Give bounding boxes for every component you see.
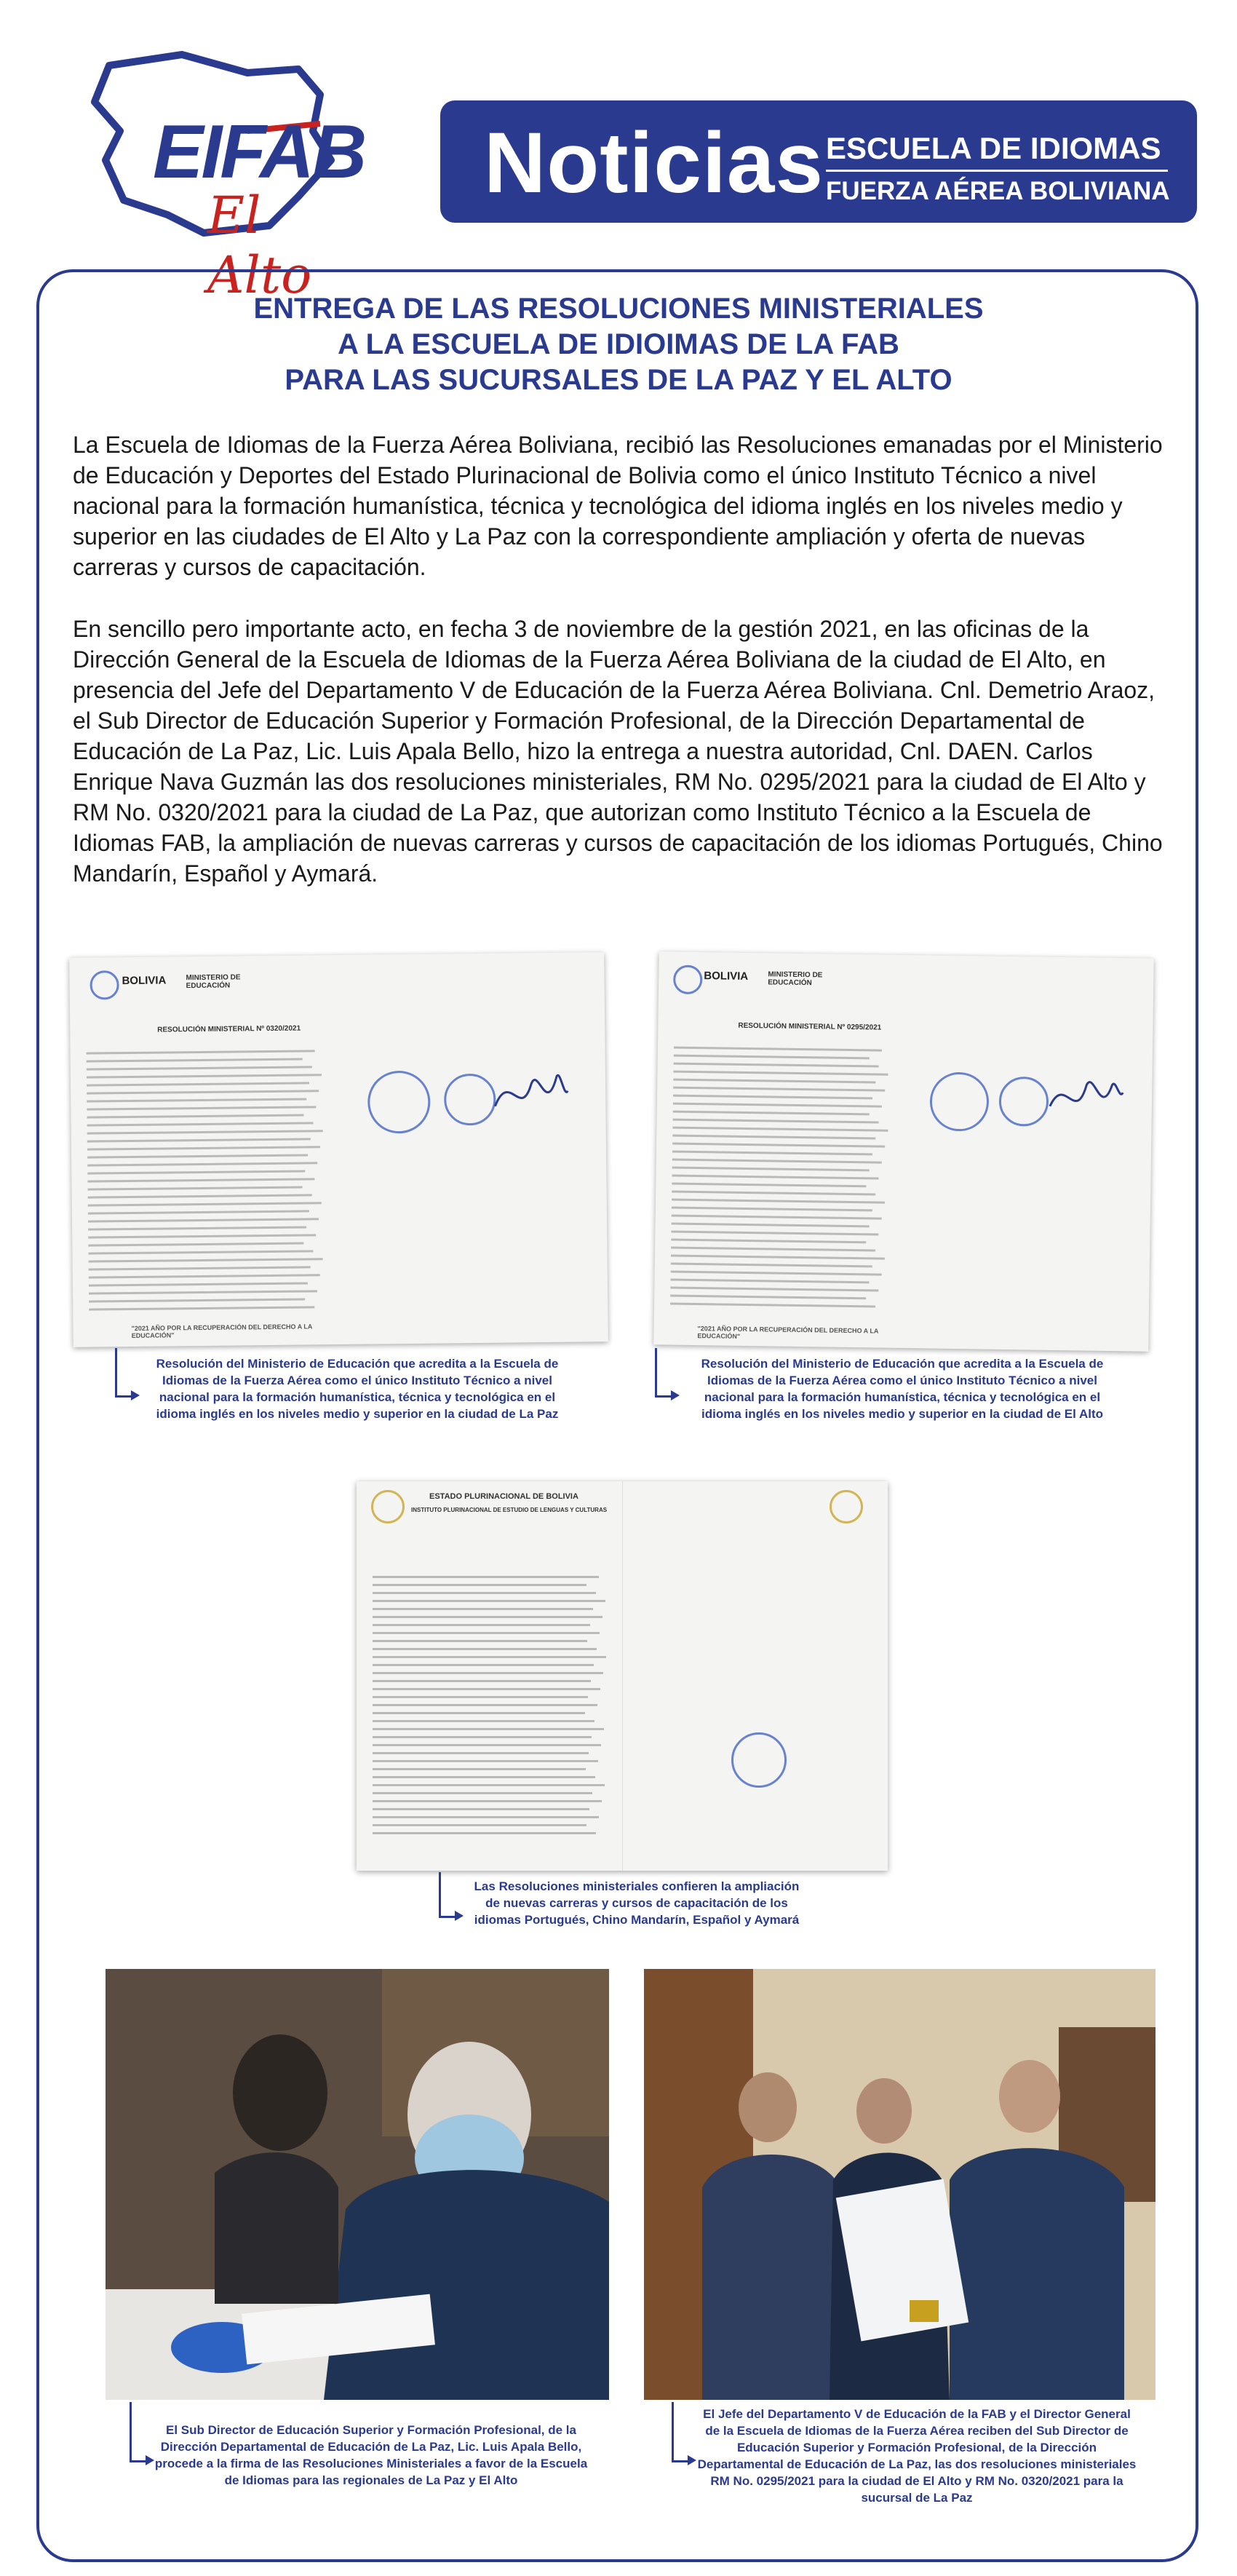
doc-text-line <box>87 1146 320 1150</box>
coat-of-arms-icon <box>830 1490 863 1523</box>
doc-text-line <box>373 1712 585 1714</box>
doc-page-right <box>622 1481 888 1871</box>
banner-school-name: ESCUELA DE IDIOMAS <box>826 131 1161 165</box>
doc-text-line <box>89 1258 323 1262</box>
doc-text-line <box>89 1274 320 1278</box>
doc-text-line <box>87 1058 303 1063</box>
doc-text-line <box>373 1584 586 1586</box>
doc-text-line <box>670 1279 869 1284</box>
doc-text-line <box>89 1298 305 1302</box>
coat-of-arms-icon <box>90 970 119 999</box>
caption-arrow <box>455 1911 464 1921</box>
doc-ministry: MINISTERIO DE EDUCACIÓN <box>768 970 823 988</box>
doc-text-line <box>87 1138 311 1142</box>
doc-page-right <box>901 955 1154 1352</box>
doc-text-line <box>373 1632 600 1634</box>
stamp-icon <box>367 1071 431 1134</box>
doc-text-line <box>672 1175 878 1180</box>
caption-pointer <box>672 2402 690 2462</box>
doc-text-line <box>673 1071 888 1076</box>
doc-brand: BOLIVIA <box>704 970 749 983</box>
doc-text-line <box>373 1816 599 1818</box>
doc-text-line <box>373 1656 606 1658</box>
doc-text-line <box>87 1162 317 1166</box>
banner-airforce-name: FUERZA AÉREA BOLIVIANA <box>826 177 1170 205</box>
doc-ministry: MINISTERIO DE EDUCACIÓN <box>186 973 241 991</box>
headline-line-3: PARA LAS SUCURSALES DE LA PAZ Y EL ALTO <box>285 364 952 396</box>
banner-divider <box>826 170 1168 172</box>
doc-institute-name: INSTITUTO PLURINACIONAL DE ESTUDIO DE LENGUAS Y CULTURAS <box>411 1507 608 1513</box>
caption-photo-handover: El Jefe del Departamento V de Educación de la FAB y el Director General de la Escuela de Idiomas de la Fuerza Aérea reciben del Sub Director de Educación Superior y Formación Profesional, de la Dirección Departamental de Educación de La Paz, las dos resoluciones ministeriales RM No. 0295/2021 para la ciudad de El Alto y RM No. 0320/2021 para la sucursal de La Paz <box>697 2407 1137 2505</box>
doc-text-line <box>673 1103 882 1108</box>
doc-text-line <box>672 1159 882 1164</box>
doc-text-line <box>373 1752 589 1754</box>
doc-text-line <box>670 1303 875 1308</box>
caption-pointer <box>130 2402 148 2462</box>
doc-text-line <box>373 1696 588 1698</box>
doc-text-line <box>373 1784 605 1786</box>
doc-text-line <box>88 1194 312 1198</box>
doc-text-line <box>87 1170 305 1174</box>
caption-doc-el-alto: Resolución del Ministerio de Educación que acredita a la Escuela de Idiomas de la Fuerza Aérea como el único Instituto Técnico a nivel nacional para la formación humanística, técnica y tecnológica en el idioma inglés en los niveles medio y superior en la ciudad de El Alto <box>701 1357 1104 1421</box>
doc-text-line <box>87 1082 309 1086</box>
doc-text-line <box>672 1143 885 1148</box>
doc-text-line <box>373 1760 598 1762</box>
doc-text-line <box>671 1271 882 1276</box>
article-headline <box>0 291 1237 398</box>
doc-text-line <box>373 1800 602 1802</box>
doc-page-left <box>653 951 907 1348</box>
photo-handover-illustration <box>644 1969 1156 2400</box>
doc-text-line <box>373 1600 605 1602</box>
doc-text-line <box>672 1223 870 1228</box>
doc-text-line <box>87 1178 314 1182</box>
signature-icon <box>491 1062 572 1128</box>
doc-text-line <box>670 1287 878 1292</box>
resolution-scan-la-paz <box>69 952 608 1347</box>
eifab-logo <box>80 51 371 305</box>
doc-brand: BOLIVIA <box>122 974 167 988</box>
article-paragraph-1: La Escuela de Idiomas de la Fuerza Aérea Boliviana, recibió las Resoluciones emanadas por el Ministerio de Educación y Deportes del Estado Plurinacional de Bolivia como el único Instituto Técnico a nivel nacional para la formación humanística, técnica y tecnológica del idioma inglés en los niveles medio y superior en las ciudades de El Alto y La Paz con la correspondiente ampliación y oferta de nuevas carreras y cursos de capacitación. <box>73 432 1163 580</box>
doc-text-line <box>87 1090 319 1094</box>
doc-text-line <box>373 1744 601 1746</box>
photo-handover-resolutions <box>644 1969 1156 2400</box>
doc-text-line <box>373 1792 592 1794</box>
photo-signing-resolutions <box>106 1969 609 2400</box>
news-banner <box>440 100 1197 223</box>
doc-text-line <box>88 1186 303 1191</box>
doc-footer: "2021 AÑO POR LA RECUPERACIÓN DEL DERECHO A LA EDUCACIÓN" <box>697 1325 879 1340</box>
photo-signing-illustration <box>106 1969 609 2400</box>
doc-text-line <box>87 1122 314 1126</box>
doc-text-line <box>373 1720 594 1722</box>
doc-text-line <box>672 1183 866 1188</box>
doc-text-line <box>87 1098 306 1102</box>
doc-text-line <box>88 1250 313 1254</box>
doc-text-line <box>88 1202 322 1206</box>
doc-text-line <box>373 1664 594 1666</box>
doc-text-line <box>671 1239 866 1244</box>
caption-arrow <box>131 1390 140 1400</box>
doc-text-line <box>673 1087 885 1092</box>
signature-icon <box>1046 1066 1126 1133</box>
doc-text-line <box>671 1231 878 1236</box>
coat-of-arms-icon <box>673 965 703 995</box>
doc-rm-number: RESOLUCIÓN MINISTERIAL Nº 0320/2021 <box>157 1024 301 1034</box>
doc-text-line <box>87 1050 315 1054</box>
caption-photo-signing: El Sub Director de Educación Superior y Formación Profesional, de la Dirección Departamental de Educación de La Paz, Lic. Luis Apala Bello, procede a la firma de las Resoluciones Ministeriales a favor de la Escuela de Idiomas para las regionales de La Paz y El Alto <box>154 2423 588 2487</box>
doc-text-line <box>88 1226 306 1230</box>
doc-text-line <box>671 1255 885 1260</box>
headline-line-1: ENTREGA DE LAS RESOLUCIONES MINISTERIALES <box>253 293 984 325</box>
banner-title: Noticias <box>484 115 824 211</box>
doc-text-line <box>373 1832 596 1834</box>
doc-text-line <box>373 1824 586 1826</box>
doc-text-line <box>88 1243 303 1247</box>
doc-text-line <box>373 1680 591 1682</box>
doc-text-line <box>373 1776 595 1778</box>
doc-text-line <box>373 1808 589 1810</box>
doc-text-line <box>89 1306 314 1310</box>
resolution-scan-el-alto <box>653 951 1153 1351</box>
doc-text-line <box>88 1210 309 1214</box>
stamp-icon <box>999 1077 1049 1127</box>
doc-text-line <box>87 1066 312 1070</box>
doc-text-line <box>672 1207 872 1212</box>
doc-text-line <box>373 1616 602 1618</box>
ipelc-resolution-scan <box>357 1481 888 1871</box>
doc-text-line <box>87 1130 323 1134</box>
doc-page-left <box>69 955 341 1347</box>
doc-text-line <box>672 1151 872 1156</box>
article-paragraph-2: En sencillo pero importante acto, en fecha 3 de noviembre de la gestión 2021, en las oficinas de la Dirección General de la Escuela de Idiomas de la Fuerza Aérea Boliviana de la ciudad de El Alto, en presencia del Jefe del Departamento V de Educación de la Fuerza Aérea Boliviana. Cnl. Demetrio Araoz, el Sub Director de Educación Superior y Formación Profesional, de la Dirección Departamental de Educación de La Paz, Lic. Luis Apala Bello, hizo la entrega a nuestra autoridad, Cnl. DAEN. Carlos Enrique Nava Guzmán las dos resoluciones ministeriales, RM No. 0295/2021 para la ciudad de El Alto y RM No. 0320/2021 para la ciudad de La Paz, que autorizan como Instituto Técnico a la Escuela de Idiomas FAB, la ampliación de nuevas carreras y cursos de capacitación de los idiomas Portugués, Chino Mandarín, Español y Aymará. <box>73 616 1163 887</box>
headline-line-2: A LA ESCUELA DE IDIOIMAS DE LA FAB <box>338 328 899 360</box>
doc-text-line <box>673 1119 879 1124</box>
caption-arrow <box>671 1390 680 1400</box>
coat-of-arms-icon <box>371 1490 405 1523</box>
doc-footer: "2021 AÑO POR LA RECUPERACIÓN DEL DERECHO A LA EDUCACIÓN" <box>131 1323 313 1339</box>
doc-text-line <box>373 1704 597 1706</box>
doc-text-line <box>89 1290 317 1294</box>
stamp-icon <box>731 1732 787 1788</box>
doc-text-line <box>373 1592 596 1594</box>
logo-script: El Alto <box>207 186 312 305</box>
doc-text-line <box>670 1295 866 1300</box>
doc-text-line <box>672 1215 882 1220</box>
doc-text-line <box>373 1728 604 1730</box>
doc-text-line <box>373 1576 599 1578</box>
doc-text-line <box>672 1127 888 1132</box>
doc-text-line <box>373 1640 587 1642</box>
doc-text-line <box>373 1672 603 1674</box>
doc-text-line <box>672 1199 885 1204</box>
doc-rm-number: RESOLUCIÓN MINISTERIAL Nº 0295/2021 <box>738 1021 882 1032</box>
doc-text-line <box>673 1079 875 1084</box>
caption-ipelc: Las Resoluciones ministeriales confieren la ampliación de nuevas carreras y cursos de capacitación de los idiomas Portugués, Chino Mandarín, Español y Aymará <box>474 1879 800 1927</box>
doc-page-right <box>337 952 608 1344</box>
doc-text-line <box>87 1106 316 1110</box>
doc-text-line <box>373 1624 590 1626</box>
doc-text-line <box>88 1234 316 1238</box>
doc-text-line <box>373 1688 600 1690</box>
doc-text-line <box>674 1047 882 1052</box>
doc-text-line <box>672 1167 870 1172</box>
logo-wordmark: EIFAB <box>153 110 365 194</box>
doc-text-line <box>673 1111 870 1116</box>
doc-text-line <box>671 1247 875 1252</box>
doc-text-line <box>87 1074 322 1078</box>
stamp-icon <box>444 1074 496 1126</box>
doc-text-line <box>89 1282 308 1286</box>
doc-page-left <box>357 1481 623 1871</box>
doc-text-line <box>674 1063 879 1068</box>
doc-state-name: ESTADO PLURINACIONAL DE BOLIVIA <box>429 1492 578 1501</box>
doc-text-line <box>373 1608 593 1610</box>
doc-text-line <box>672 1191 875 1196</box>
doc-text-line <box>673 1095 872 1100</box>
doc-text-line <box>674 1055 870 1060</box>
doc-text-line <box>373 1736 592 1738</box>
doc-text-line <box>373 1768 586 1770</box>
doc-text-line <box>88 1218 319 1222</box>
doc-text-line <box>373 1648 597 1650</box>
doc-text-line <box>89 1266 311 1270</box>
doc-text-line <box>87 1114 304 1119</box>
stamp-icon <box>929 1071 989 1131</box>
doc-text-line <box>671 1263 872 1268</box>
doc-text-line <box>87 1154 308 1158</box>
caption-doc-la-paz: Resolución del Ministerio de Educación que acredita a la Escuela de Idiomas de la Fuerza Aérea como el único Instituto Técnico a nivel nacional para la formación humanística, técnica y tecnológica en el idioma inglés en los niveles medio y superior en la ciudad de La Paz <box>156 1357 559 1421</box>
doc-text-line <box>672 1135 875 1140</box>
